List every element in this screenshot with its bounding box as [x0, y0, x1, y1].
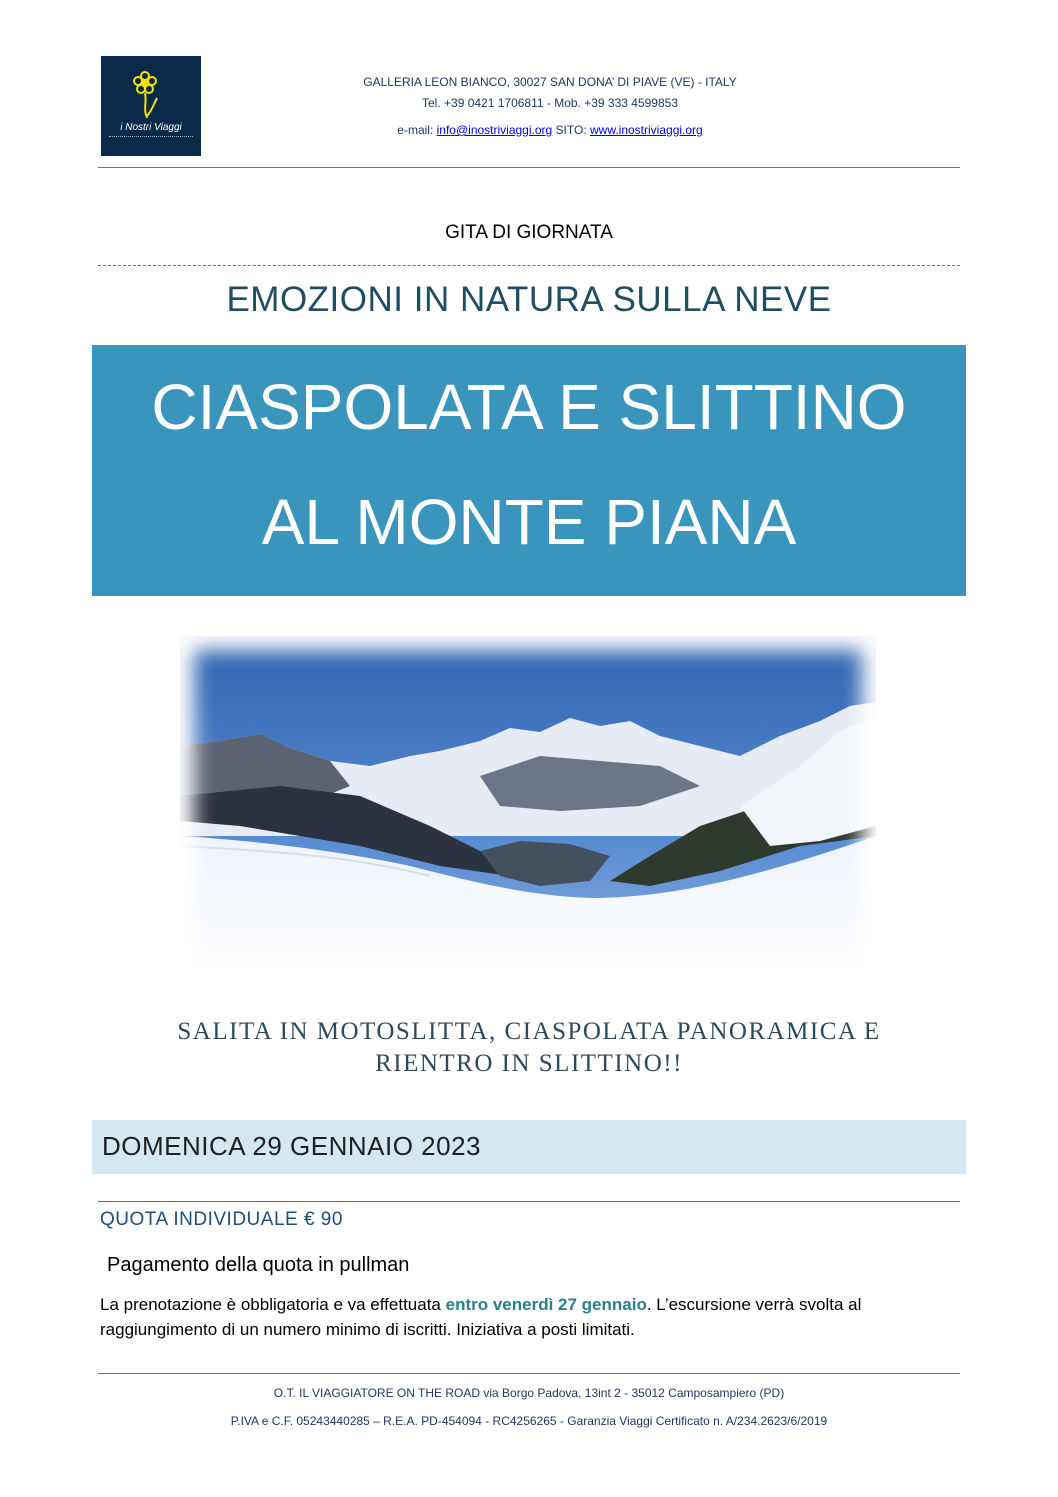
- event-date: DOMENICA 29 GENNAIO 2023: [102, 1131, 482, 1161]
- footer-divider: [98, 1373, 960, 1374]
- booking-note: [100, 1292, 960, 1342]
- header-phones: Tel. +39 0421 1706811 - Mob. +39 333 4599853: [422, 96, 678, 110]
- logo-divider: [109, 136, 193, 139]
- flower-icon: [123, 68, 179, 124]
- header-address: GALLERIA LEON BIANCO, 30027 SAN DONA’ DI PIAVE (VE) - ITALY: [363, 75, 737, 89]
- title-banner: [92, 345, 966, 596]
- booking-text-after: . L’escursione verrà svolta al raggiungimento di un numero minimo di iscritti. Iniziativa a posti limitati.: [100, 1295, 862, 1339]
- kicker: GITA DI GIORNATA: [445, 222, 613, 243]
- footer-line-1: O.T. IL VIAGGIATORE ON THE ROAD via Borgo Padova, 13int 2 - 35012 Camposampiero (PD): [273, 1386, 785, 1400]
- booking-deadline: entro venerdì 27 gennaio: [445, 1295, 647, 1314]
- tagline: [100, 1016, 958, 1080]
- company-logo: [101, 56, 201, 156]
- email-label: e-mail:: [397, 123, 437, 137]
- logo-text: i Nostri Viaggi: [120, 122, 182, 133]
- tagline-line-2: RIENTRO IN SLITTINO!!: [375, 1050, 683, 1077]
- footer-line-2: P.IVA e C.F. 05243440285 – R.E.A. PD-454094 - RC4256265 - Garanzia Viaggi Certificato n. A/234.2623/6/2019: [230, 1414, 828, 1428]
- header-divider: [98, 167, 960, 168]
- price: QUOTA INDIVIDUALE € 90: [100, 1209, 343, 1230]
- site-link[interactable]: www.inostriviaggi.org: [590, 123, 703, 137]
- subtitle: EMOZIONI IN NATURA SULLA NEVE: [226, 280, 832, 319]
- tagline-line-1: SALITA IN MOTOSLITTA, CIASPOLATA PANORAMICA E: [177, 1018, 881, 1045]
- payment-note: Pagamento della quota in pullman: [107, 1254, 410, 1276]
- title-line-2: AL MONTE PIANA: [261, 486, 797, 558]
- email-link[interactable]: info@inostriviaggi.org: [436, 123, 553, 137]
- photo-vignette: [180, 636, 876, 986]
- price-divider: [98, 1201, 960, 1202]
- snowy-mountain-photo: [180, 636, 876, 986]
- date-bar: [92, 1120, 966, 1174]
- title-line-1: CIASPOLATA E SLITTINO: [151, 371, 907, 443]
- header-contacts: [300, 123, 800, 137]
- booking-text-before: La prenotazione è obbligatoria e va effettuata: [100, 1295, 446, 1314]
- dashed-divider: [98, 265, 960, 266]
- site-label: SITO:: [552, 123, 590, 137]
